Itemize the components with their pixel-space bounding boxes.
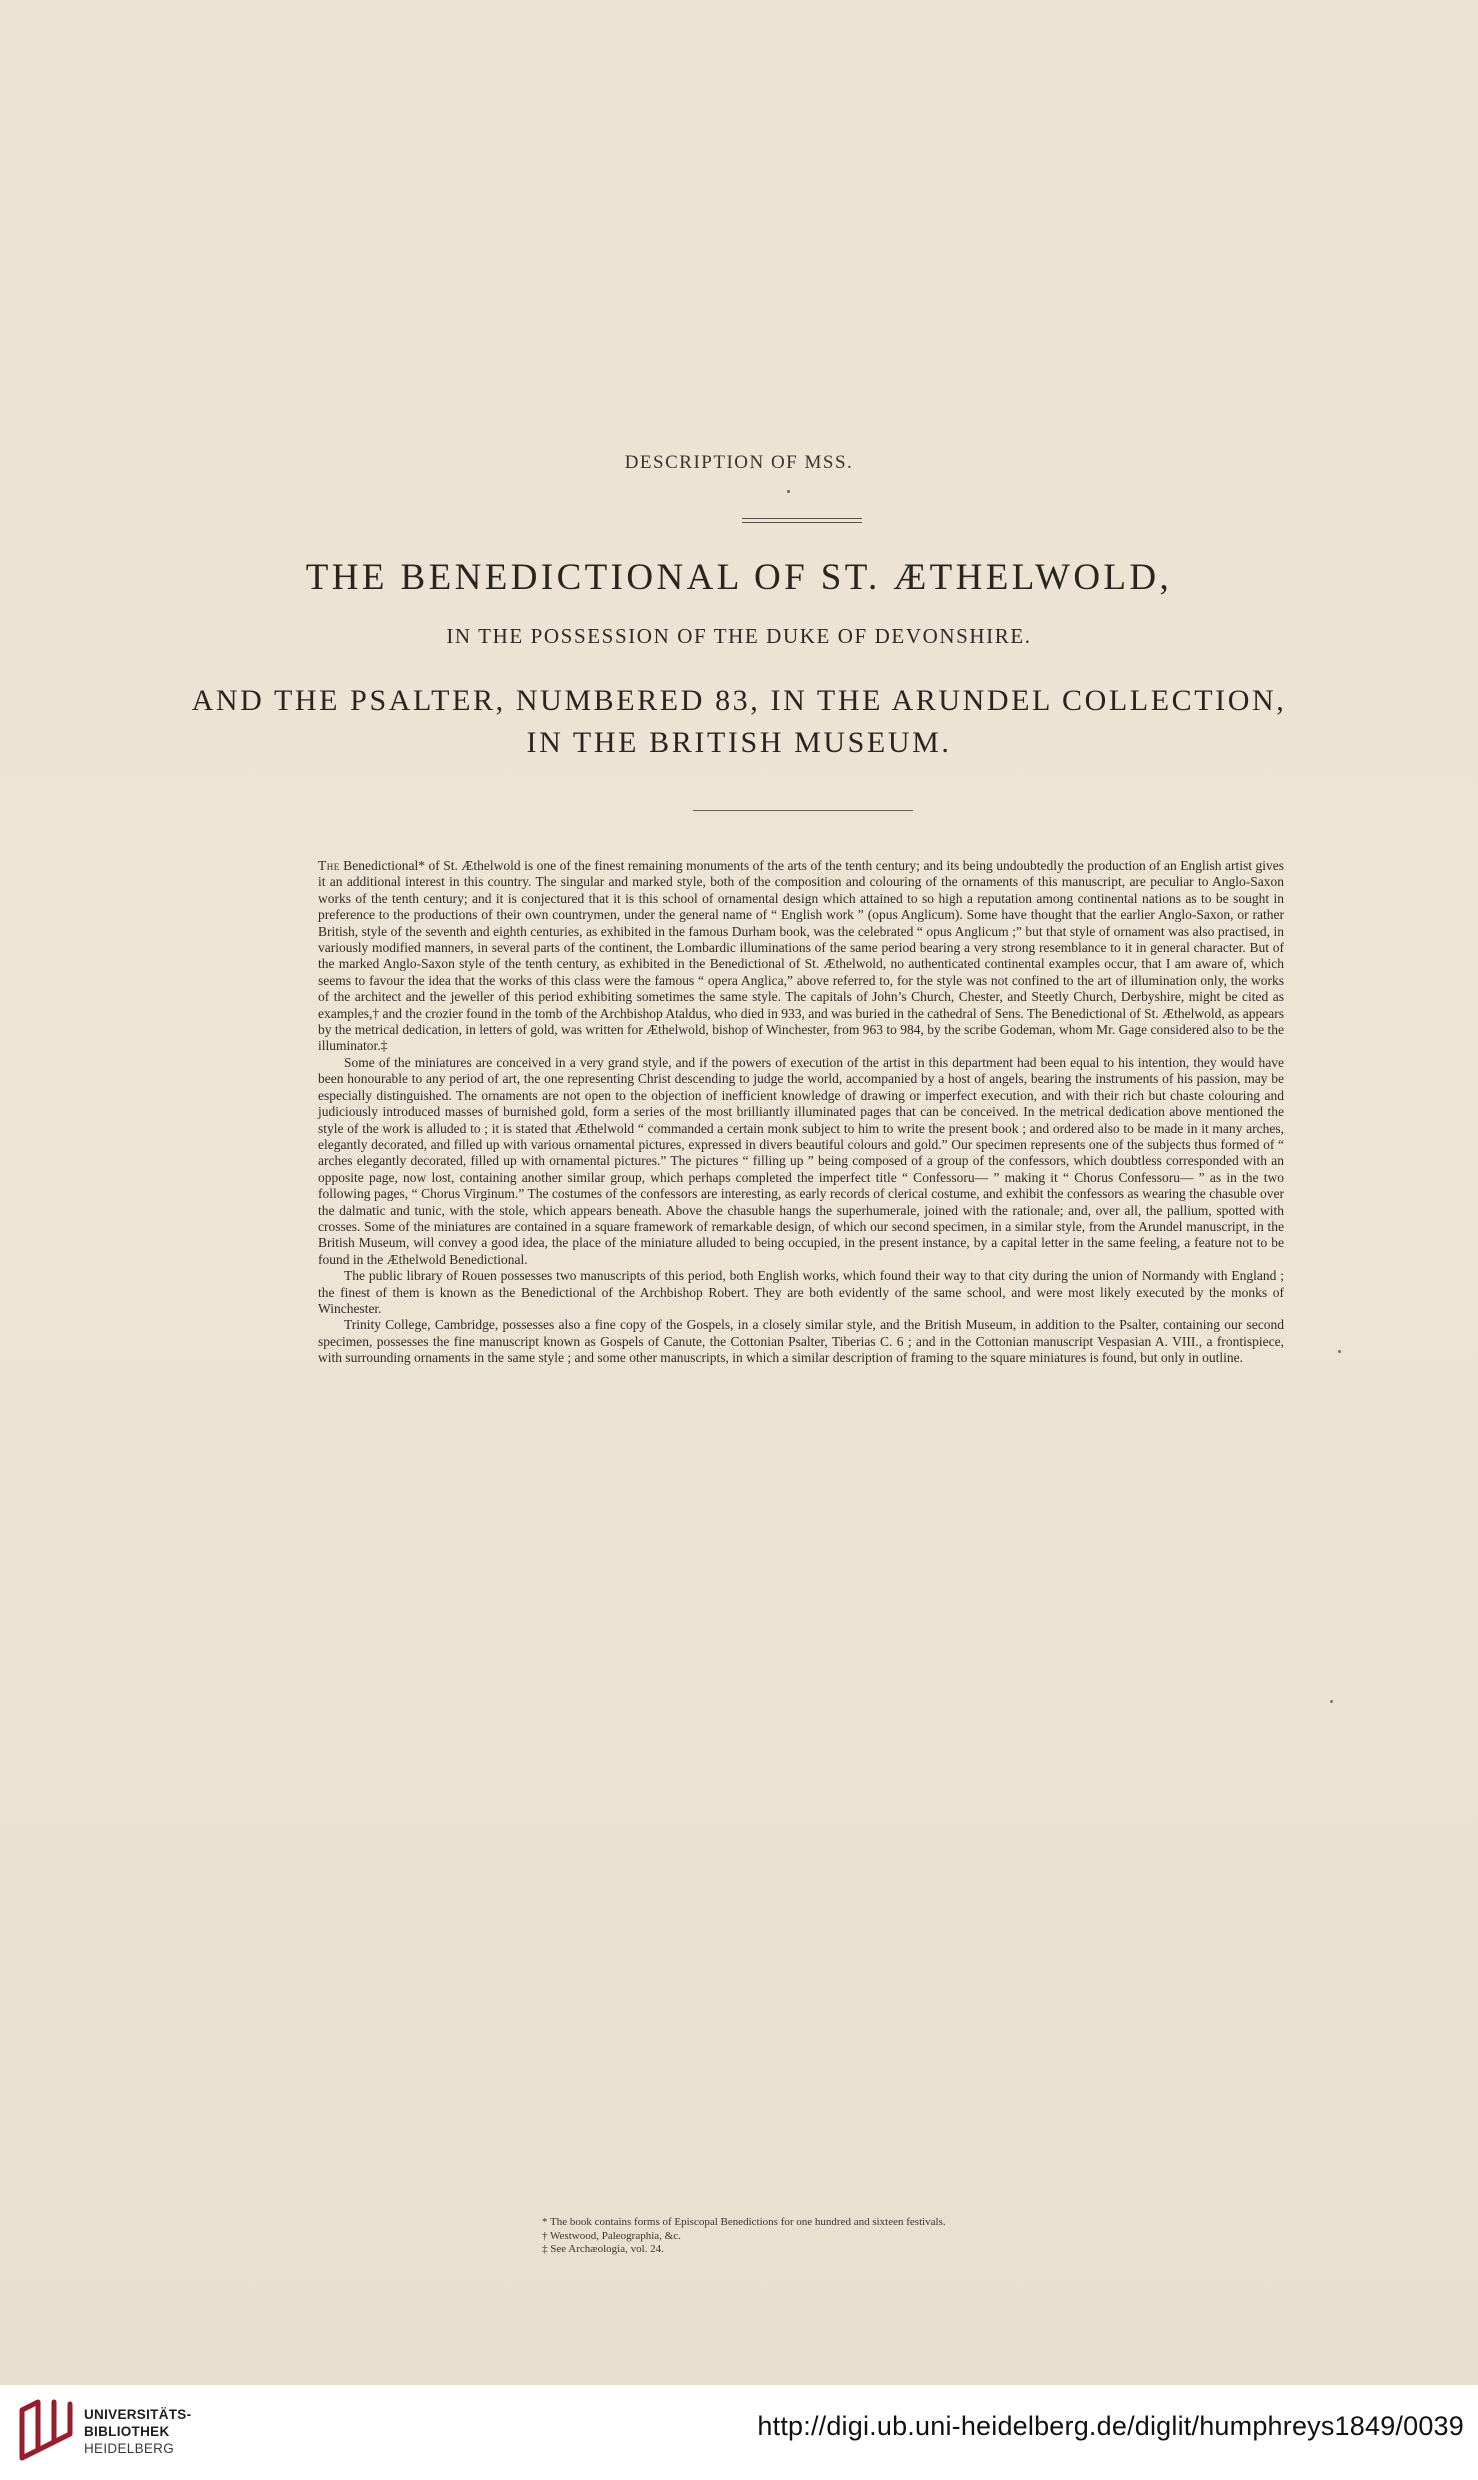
double-rule-divider (742, 518, 862, 523)
main-title: THE BENEDICTIONAL OF ST. ÆTHELWOLD, (305, 557, 1173, 598)
library-seal-icon (16, 2398, 76, 2468)
margin-speck (1338, 1350, 1341, 1353)
single-rule-divider (693, 810, 913, 811)
library-name-line-2: BIBLIOTHEK (84, 2424, 170, 2439)
article-body (318, 858, 1284, 1367)
subtitle: IN THE POSSESSION OF THE DUKE OF DEVONSHIRE. (446, 624, 1032, 648)
page-url-link[interactable]: http://digi.ub.uni-heidelberg.de/diglit/humphreys1849/0039 (757, 2411, 1464, 2441)
footnotes (542, 2216, 1142, 2257)
library-logo[interactable] (16, 2398, 196, 2468)
ornament-dot (787, 490, 790, 493)
paragraph-1-text: Benedictional* of St. Æthelwold is one of the finest remaining monuments of the arts of the tenth century; and its being undoubtedly the production of an English artist gives it an additional interest in this country. The singular and marked style, both of the composition and colouring of the ornaments of this manuscript, are peculiar to Anglo-Saxon works of the tenth century; and it is conjectured that it is this school of ornamental design which attained to so high a reputation among continental nations as to be sought in preference to the productions of their own countrymen, under the general name of “ English work ” (opus Anglicum). Some have thought that the earlier Anglo-Saxon, or rather British, style of the seventh and eighth centuries, as exhibited in the famous Durham book, was the celebrated “ opus Anglicum ;” but that style of ornament was also practised, in variously modified manners, in several parts of the continent, the Lombardic illuminations of the same period bearing a very strong resemblance to it in general character. But of the marked Anglo-Saxon style of the tenth century, as exhibited in the Benedictional of St. Æthelwold, no authenticated continental examples occur, that I am aware of, which seems to favour the idea that the works of this class were the famous “ opera Anglica,” above referred to, for the style was not confined to the art of illumination only, the works of the architect and the jeweller of this period exhibiting sometimes the same style. The capitals of John’s Church, Chester, and Steetly Church, Derbyshire, might be cited as examples,† and the crozier found in the tomb of the Archbishop Ataldus, who died in 933, and was buried in the cathedral of Sens. The Benedictional of St. Æthelwold, as appears by the metrical dedication, in letters of gold, was written for Æthelwold, bishop of Winchester, from 963 to 984, by the scribe Godeman, whom Mr. Gage considered also to be the illuminator.‡ (318, 858, 1284, 1054)
second-title-line-2: IN THE BRITISH MUSEUM. (526, 726, 952, 759)
margin-speck (1330, 1700, 1333, 1703)
paragraph-2: Some of the miniatures are conceived in a very grand style, and if the powers of execution of the artist in this department had been equal to his intention, they would have been honourable to any period of art, the one representing Christ descending to judge the world, accompanied by a host of angels, bearing the instruments of his passion, may be especially distinguished. The ornaments are not open to the objection of inefficient knowledge of drawing or imperfect execution, and with their rich but chaste colouring and judiciously introduced masses of burnished gold, form a series of the most brilliantly illuminated pages that can be conceived. In the metrical dedication above mentioned the style of the work is alluded to ; it is stated that Æthelwold “ commanded a certain monk subject to him to write the present book ; and ordered also to be made in it many arches, elegantly decorated, and filled up with various ornamental pictures, expressed in divers beautiful colours and gold.” Our specimen represents one of the subjects thus formed of “ arches elegantly decorated, filled up with ornamental pictures.” The pictures “ filling up ” being composed of a group of the confessors, which doubtless corresponded with an opposite page, now lost, containing another similar group, which perhaps completed the imperfect title “ Confessoru— ” making it “ Chorus Confessoru— ” as in the two following pages, “ Chorus Virginum.” The costumes of the confessors are interesting, as early records of clerical costume, and exhibit the confessors as wearing the chasuble over the dalmatic and tunic, with the stole, which appears beneath. Above the chasuble hangs the superhumerale, joined with the rationale; and, over all, the pallium, spotted with crosses. Some of the miniatures are contained in a square framework of remarkable design, of which our second specimen, in a similar style, from the Arundel manuscript, in the British Museum, will convey a good idea, the place of the miniature alluded to being occupied, in the present instance, by a capital letter in the same feeling, a feature not to be found in the Æthelwold Benedictional. (318, 1054, 1284, 1267)
paragraph-1-lead: The (318, 858, 340, 873)
library-name-line-3: HEIDELBERG (84, 2441, 175, 2456)
library-name (84, 2406, 191, 2457)
footnote-2: † Westwood, Paleographia, &c. (542, 2229, 681, 2242)
footnote-3: ‡ See Archæologia, vol. 24. (542, 2243, 664, 2255)
paragraph-4: Trinity College, Cambridge, possesses also a fine copy of the Gospels, in a closely similar style, and the British Museum, in addition to the Psalter, containing our second specimen, possesses the fine manuscript known as Gospels of Canute, the Cottonian Psalter, Tiberias C. 6 ; and in the Cottonian manuscript Vespasian A. VIII., a frontispiece, with surrounding ornaments in the same style ; and some other manuscripts, in which a similar description of framing to the square miniatures is found, but only in outline. (318, 1317, 1284, 1366)
second-title-line-1: AND THE PSALTER, NUMBERED 83, IN THE ARUNDEL COLLECTION, (191, 684, 1287, 717)
paragraph-3: The public library of Rouen possesses two manuscripts of this period, both English works, which found their way to that city during the union of Normandy with England ; the finest of them is known as the Benedictional of the Archbishop Robert. They are both evidently of the same school, and were most likely executed by the monks of Winchester. (318, 1268, 1284, 1316)
running-header: DESCRIPTION OF MSS. (624, 452, 854, 473)
footnote-1: * The book contains forms of Episcopal Benedictions for one hundred and sixteen festivals. (542, 2216, 946, 2228)
paragraph-1 (318, 858, 1284, 1055)
library-name-line-1: UNIVERSITÄTS- (84, 2407, 192, 2422)
